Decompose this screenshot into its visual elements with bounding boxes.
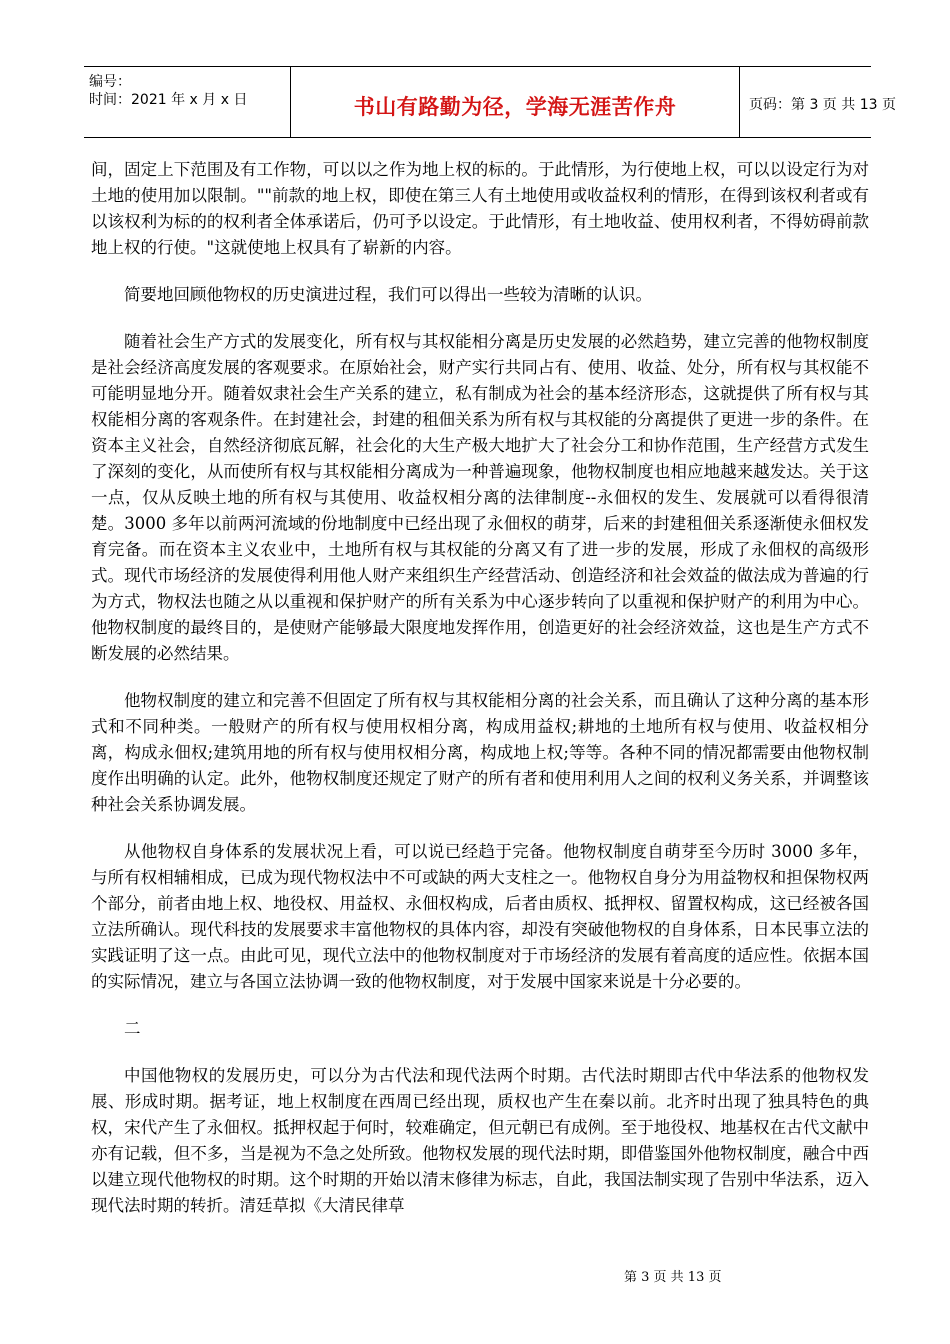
header-meta-cell [84, 67, 288, 137]
body-paragraph-5: 从他物权自身体系的发展状况上看，可以说已经趋于完备。他物权制度自萌芽至今历时 3000 多年，与所有权相辅相成，已成为现代物权法中不可或缺的两大支柱之一。他物权自身分为用益物权和担保物权两个部分，前者由地上权、地役权、用益权、永佃权构成，后者由质权、抵押权、留置权构成，这已经被各国立法所确认。现代科技的发展要求丰富他物权的具体内容，却没有突破他物权的自身体系，日本民事立法的实践证明了这一点。由此可见，现代立法中的他物权制度对于市场经济的发展有着高度的适应性。依据本国的实际情况，建立与各国立法协调一致的他物权制度，对于发展中国家来说是十分必要的。 [91, 842, 869, 991]
body-paragraph-6: 中国他物权的发展历史，可以分为古代法和现代法两个时期。古代法时期即古代中华法系的他物权发展、形成时期。据考证，地上权制度在西周已经出现，质权也产生在秦以前。北齐时出现了独具特色的典权，宋代产生了永佃权。抵押权起于何时，较难确定，但元朝已有成例。至于地役权、地基权在古代文献中亦有记载，但不多，当是视为不急之处所致。他物权发展的现代法时期，即借鉴国外他物权制度，融合中西以建立现代他物权的时期。这个时期的开始以清末修律为标志，自此，我国法制实现了告别中华法系，迈入现代法时期的转折。清廷草拟《大清民律草 [91, 1066, 869, 1215]
document-number-label: 编号： [89, 74, 131, 90]
document-body [91, 157, 869, 1240]
body-paragraph-3: 随着社会生产方式的发展变化，所有权与其权能相分离是历史发展的必然趋势，建立完善的他物权制度是社会经济高度发展的客观要求。在原始社会，财产实行共同占有、使用、收益、处分，所有权与其权能不可能明显地分开。随着奴隶社会生产关系的建立，私有制成为社会的基本经济形态，这就提供了所有权与其权能相分离的客观条件。在封建社会，封建的租佃关系为所有权与其权能的分离提供了更进一步的条件。在资本主义社会，自然经济彻底瓦解，社会化的大生产极大地扩大了社会分工和协作范围，生产经营方式发生了深刻的变化，从而使所有权与其权能相分离成为一种普遍现象，他物权制度也相应地越来越发达。关于这一点，仅从反映土地的所有权与其使用、收益权相分离的法律制度--永佃权的发生、发展就可以看得很清楚。3000 多年以前两河流域的份地制度中已经出现了永佃权的萌芽，后来的封建租佃关系逐渐使永佃权发育完备。而在资本主义农业中，土地所有权与其权能的分离又有了进一步的发展，形成了永佃权的高级形式。现代市场经济的发展使得利用他人财产来组织生产经营活动、创造经济和社会效益的做法成为普遍的行为方式，物权法也随之从以重视和保护财产的所有关系为中心逐步转向了以重视和保护财产的利用为中心。他物权制度的最终目的，是使财产能够最大限度地发挥作用，创造更好的社会经济效益，这也是生产方式不断发展的必然结果。 [91, 332, 869, 663]
body-paragraph-4: 他物权制度的建立和完善不但固定了所有权与其权能相分离的社会关系，而且确认了这种分离的基本形式和不同种类。一般财产的所有权与使用权相分离，构成用益权;耕地的土地所有权与使用、收益权相分离，构成永佃权;建筑用地的所有权与使用权相分离，构成地上权;等等。各种不同的情况都需要由他物权制度作出明确的认定。此外，他物权制度还规定了财产的所有者和使用利用人之间的权利义务关系，并调整该种社会关系协调发展。 [91, 691, 869, 814]
document-date-label: 时间：2021 年 x 月 x 日 [89, 92, 248, 108]
header-motto: 书山有路勤为径，学海无涯苦作舟 [353, 95, 677, 119]
document-header [84, 66, 896, 138]
section-heading: 二 [124, 1019, 141, 1038]
body-paragraph-2: 简要地回顾他物权的历史演进过程，我们可以得出一些较为清晰的认识。 [124, 285, 652, 304]
header-page-cell [739, 67, 896, 137]
header-page-info: 页码：第 3 页 共 13 页 [749, 97, 896, 113]
body-paragraph-1: 间，固定上下范围及有工作物，可以以之作为地上权的标的。于此情形，为行使地上权，可以以设定行为对土地的使用加以限制。""前款的地上权，即使在第三人有土地使用或收益权利的情形，在得到该权利者或有以该权利为标的的权利者全体承诺后，仍可予以设定。于此情形，有土地收益、使用权利者，不得妨碍前款地上权的行使。"这就使地上权具有了崭新的内容。 [91, 160, 869, 257]
header-motto-cell [290, 67, 740, 137]
page-footer: 第 3 页 共 13 页 [624, 1270, 722, 1285]
